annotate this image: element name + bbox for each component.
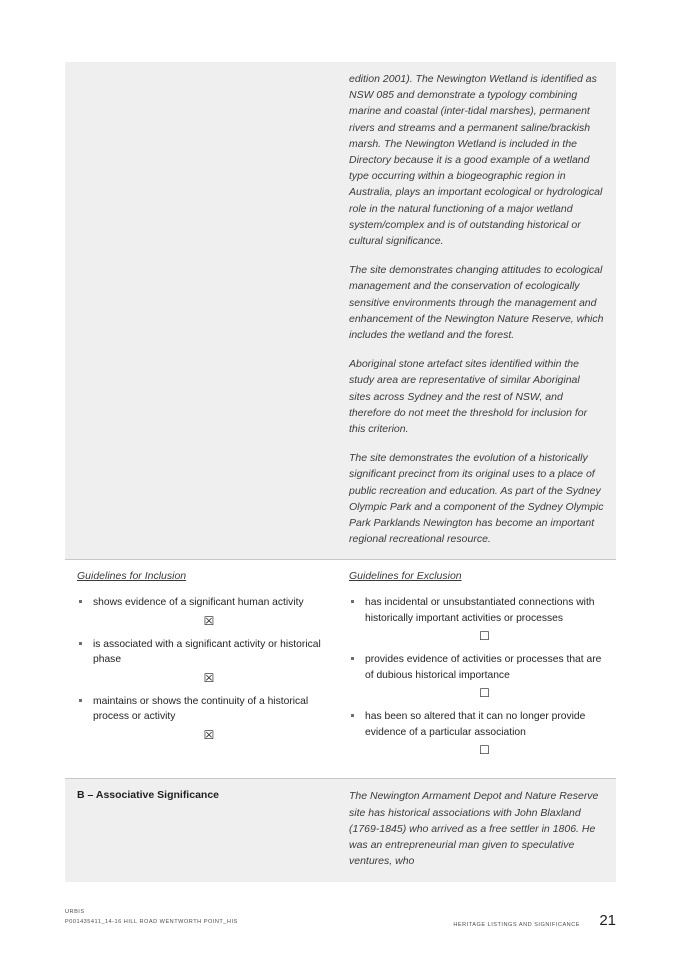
criterion-b-right-cell — [337, 779, 616, 882]
list-item-label: maintains or shows the continuity of a historical process or activity — [93, 695, 309, 723]
list-item-label: has been so altered that it can no longer provide evidence of a particular association — [365, 711, 586, 738]
paragraph: edition 2001). The Newington Wetland is identified as NSW 085 and demonstrate a typology combining marine and coastal (inter-tidal marshes), permanent rivers and streams and a permanent saline/brackish marsh. The Newington Wetland is included in the Directory because it is a good example of a wetland type occurring within a biogeographic region in Australia, plays an important ecological or hydrological role in the natural functioning of a major wetland system/complex and is of outstanding historical or cultural significance. — [349, 73, 603, 248]
table-row — [65, 779, 616, 882]
page-footer — [65, 908, 616, 948]
list-item-label: shows evidence of a significant human activity — [93, 597, 304, 609]
paragraph: The site demonstrates the evolution of a historically significant precinct from its original uses to a place of public recreation and education. As part of the Sydney Olympic Park and a component of the Sydney Olympic Park Parklands Newington has become an important regional recreational resource. — [349, 452, 604, 546]
list-item — [77, 694, 325, 743]
checkbox-checked-icon[interactable]: ☒ — [203, 670, 215, 685]
bullet-square-icon — [351, 714, 354, 717]
list-item — [349, 709, 604, 758]
bullet-square-icon — [351, 600, 354, 603]
footer-project-reference: P001435411_14-16 HILL ROAD WENTWORTH POINT_HIS — [65, 918, 238, 925]
list-item-label: is associated with a significant activity or historical phase — [93, 638, 321, 666]
guidelines-inclusion-heading: Guidelines for Inclusion — [77, 570, 187, 583]
list-item — [77, 595, 325, 629]
criterion-a-right-cell — [337, 62, 616, 560]
bullet-square-icon — [351, 657, 354, 660]
bullet-square-icon — [79, 642, 82, 645]
paragraph: The Newington Armament Depot and Nature Reserve site has historical associations with John Blaxland (1769-1845) who arrived as a free settler in 1806. He was an entrepreneurial man given to speculative ventures, who — [349, 790, 599, 868]
criterion-b-title: B – Associative Significance — [77, 789, 220, 802]
list-item — [77, 637, 325, 686]
criterion-a-text — [337, 62, 616, 559]
guidelines-inclusion-cell — [65, 560, 337, 779]
checkbox-unchecked-icon[interactable]: ☐ — [479, 743, 490, 758]
criterion-b-left-cell — [65, 779, 337, 882]
criterion-a-left-cell — [65, 62, 337, 560]
list-item-label: provides evidence of activities or processes that are of dubious historical importance — [365, 654, 602, 681]
bullet-square-icon — [79, 600, 82, 603]
page-number: 21 — [599, 912, 616, 929]
guidelines-exclusion-heading: Guidelines for Exclusion — [349, 570, 462, 583]
list-item — [349, 652, 604, 701]
list-item — [349, 595, 604, 644]
footer-section-title: HERITAGE LISTINGS AND SIGNIFICANCE — [453, 922, 580, 928]
checkbox-checked-icon[interactable]: ☒ — [203, 727, 215, 742]
heritage-assessment-table — [65, 62, 616, 882]
criterion-a-left-content — [65, 62, 337, 83]
checkbox-unchecked-icon[interactable]: ☐ — [479, 686, 490, 701]
list-item-label: has incidental or unsubstantiated connections with historically important activities or processes — [365, 597, 595, 624]
checkbox-checked-icon[interactable]: ☒ — [203, 613, 215, 628]
guidelines-exclusion-list — [349, 595, 604, 758]
table-row — [65, 560, 616, 779]
table-row — [65, 62, 616, 560]
checkbox-unchecked-icon[interactable]: ☐ — [479, 629, 490, 644]
guidelines-inclusion-list — [77, 595, 325, 743]
footer-organisation: URBIS — [65, 909, 85, 915]
guidelines-exclusion-cell — [337, 560, 616, 779]
bullet-square-icon — [79, 699, 82, 702]
paragraph: Aboriginal stone artefact sites identified within the study area are representative of similar Aboriginal sites across Sydney and the rest of NSW, and therefore do not meet the threshold for inclusion for this criterion. — [349, 358, 588, 436]
paragraph: The site demonstrates changing attitudes to ecological management and the conservation of ecologically sensitive environments through the management and enhancement of the Newington Nature Reserve, which includes the wetland and the forest. — [349, 264, 604, 342]
